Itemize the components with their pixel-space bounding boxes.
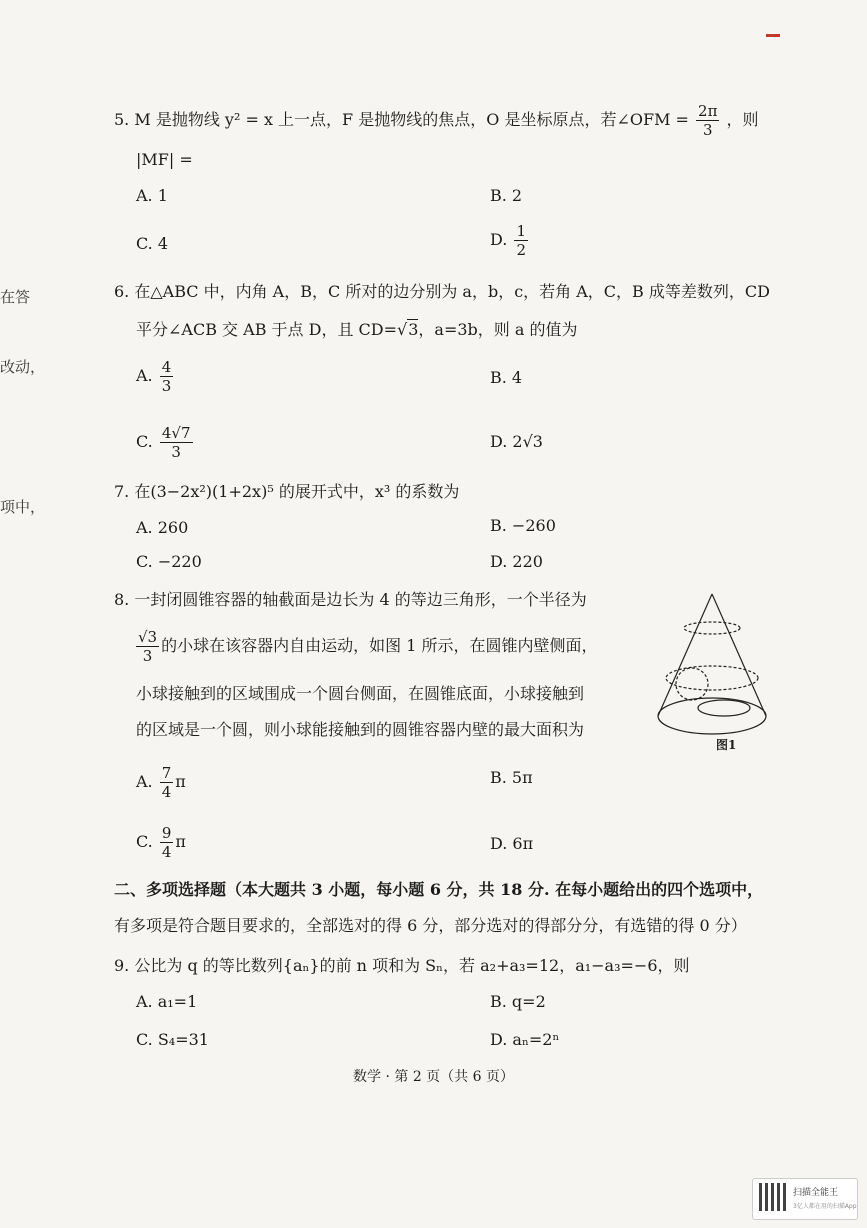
q8-a-num: 7 [161,764,172,782]
q5-option-d-label: D. [490,230,508,249]
scanner-subtitle: 3亿人都在用的扫描App [793,1203,857,1210]
q9-option-c: C. S₄=31 [136,1030,209,1049]
q6-line2-post: ，a=3b，则 a 的值为 [418,320,578,339]
q8-option-d: D. 6π [490,834,534,853]
q6-stem-line2: 平分∠ACB 交 AB 于点 D，且 CD=√3，a=3b，则 a 的值为 [136,320,578,339]
ball [676,668,708,700]
red-mark [766,34,780,37]
figure-caption: 图1 [716,738,737,752]
edge-fragment-1: 在答 [0,288,31,306]
q6-option-d: D. 2√3 [490,432,543,451]
q7-option-c: C. −220 [136,552,202,571]
q5-frac-num: 2π [698,102,718,120]
q8-radius-den: 3 [142,647,153,665]
q8-stem-line4: 的区域是一个圆，则小球能接触到的圆锥容器内壁的最大面积为 [136,720,585,739]
q5-option-b: B. 2 [490,186,523,205]
scanner-title: 扫描全能王 [793,1188,839,1198]
q6-c-den: 3 [171,443,181,461]
q5-option-c: C. 4 [136,234,169,253]
q6-option-b: B. 4 [490,368,523,387]
q8-a-label: A. [136,772,153,791]
q5-stem [114,102,759,139]
q5-stem-line2: |MF| = [136,150,193,169]
q7-stem: 7. 在(3−2x²)(1+2x)⁵ 的展开式中，x³ 的系数为 [114,482,460,501]
q6-a-label: A. [136,366,153,385]
q9-option-d: D. aₙ=2ⁿ [490,1030,560,1049]
q8-c-num: 9 [161,824,172,842]
q8-stem-line1: 8. 一封闭圆锥容器的轴截面是边长为 4 的等边三角形，一个半径为 [114,590,587,609]
page-footer: 数学 · 第 2 页（共 6 页） [353,1069,514,1085]
q5-stem-pre: 5. M 是抛物线 y² = x 上一点，F 是抛物线的焦点，O 是坐标原点，若∠OFM = [114,110,689,129]
q8-c-fraction [160,824,174,861]
q7-option-b: B. −260 [490,516,556,535]
edge-fragment-2: 改动， [0,358,46,376]
q9-option-b: B. q=2 [490,992,546,1011]
q8-c-label: C. [136,832,153,851]
q6-a-num: 4 [161,358,172,376]
upper-ring [684,622,740,634]
q8-a-den: 4 [161,783,172,801]
q6-stem-line1: 6. 在△ABC 中，内角 A，B，C 所对的边分别为 a，b，c，若角 A，C，B 成等差数列，CD [114,282,770,301]
q5-option-d-fraction [514,222,528,259]
q8-a-fraction [160,764,174,801]
q9-stem: 9. 公比为 q 的等比数列{aₙ}的前 n 项和为 Sₙ，若 a₂+a₃=12，a₁−a₃=−6，则 [114,956,690,975]
q8-line2-post: 的小球在该容器内自由运动，如图 1 所示，在圆锥内壁侧面， [161,636,598,655]
q6-option-a [136,358,175,395]
q6-a-den: 3 [161,377,172,395]
q6-line2-sqrt: 3 [408,320,419,339]
q8-c-den: 4 [161,843,172,861]
q8-option-a [136,764,186,801]
q9-option-a: A. a₁=1 [136,992,198,1011]
q6-c-fraction [160,424,193,461]
scanner-badge [752,1178,858,1220]
base-circle [698,700,750,716]
q6-option-c [136,424,195,461]
q6-a-fraction [160,358,174,395]
cone-base [658,698,766,734]
q5-frac-den: 3 [702,121,713,139]
edge-fragment-3: 项中， [0,498,46,516]
q5-d-num: 1 [516,222,526,240]
q8-stem-line3: 小球接触到的区域围成一个圆台侧面，在圆锥底面，小球接触到 [136,684,585,703]
q8-stem-line2 [134,628,597,665]
q7-option-a: A. 260 [136,518,189,537]
q8-option-b: B. 5π [490,768,533,787]
middle-ring [666,666,758,690]
cone-figure [652,588,772,758]
q5-option-d [490,222,530,259]
section2-heading-line1: 二、多项选择题（本大题共 3 小题，每小题 6 分，共 18 分. 在每小题给出的四个选项中， [114,880,764,899]
qr-code-icon [759,1183,787,1211]
q8-a-suffix: π [175,772,186,791]
q6-c-label: C. [136,432,153,451]
q8-c-suffix: π [175,832,186,851]
q5-d-den: 2 [516,241,526,259]
q6-c-num: 4√7 [161,424,191,442]
q8-option-c [136,824,186,861]
q5-stem-post: ，则 [726,110,759,129]
q5-option-a: A. 1 [136,186,168,205]
q6-line2-pre: 平分∠ACB 交 AB 于点 D，且 CD= [136,320,398,339]
q8-radius-num: √3 [138,628,158,646]
section2-heading-line2: 有多项是符合题目要求的，全部选对的得 6 分，部分选对的得部分分，有选错的得 0 分） [114,916,747,935]
q7-option-d: D. 220 [490,552,543,571]
q5-angle-fraction [696,102,719,139]
q8-radius-fraction [136,628,159,665]
